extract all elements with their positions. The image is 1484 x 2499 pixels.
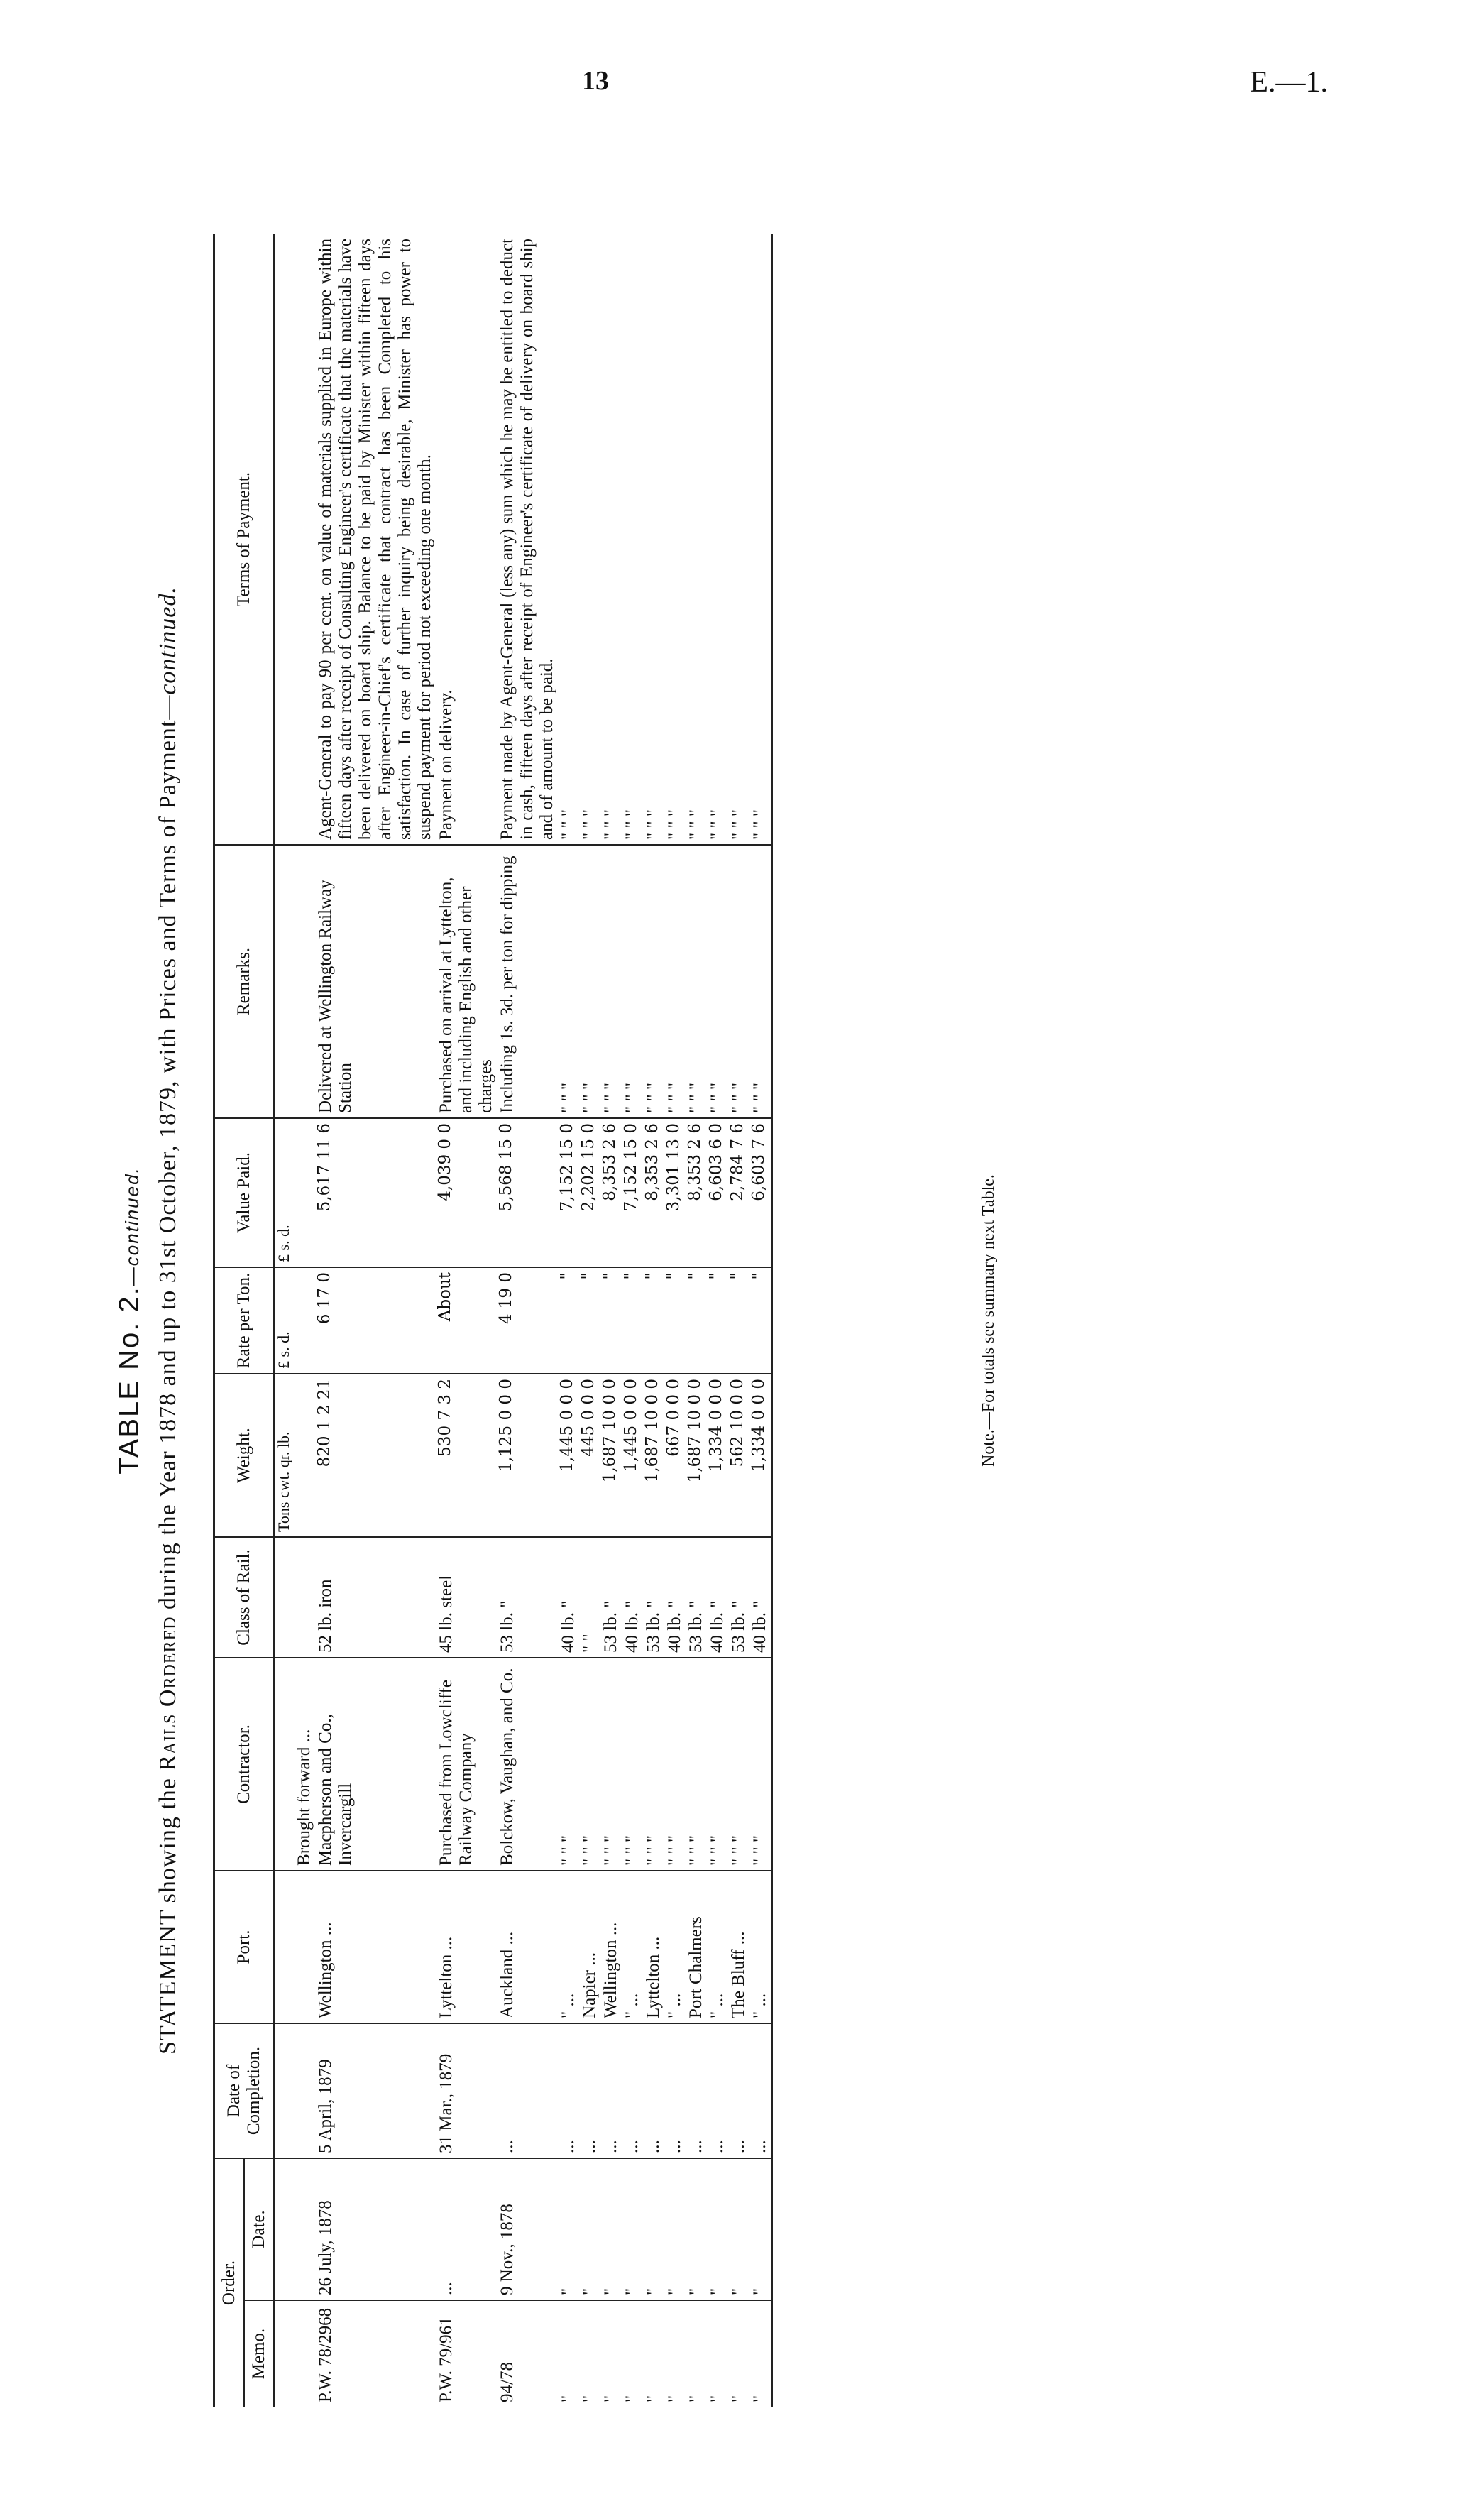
cell-port: Lyttelton ... [643, 1871, 664, 2023]
statement-rest: during the Year 1878 and up to 31st October, 1879, with Prices and Terms of Payment— [155, 694, 181, 1610]
header-date: Date. [244, 2158, 274, 2300]
cell-completion: ... [622, 2023, 643, 2158]
cell-weight: 1,334 0 0 0 [749, 1374, 772, 1537]
cell-class: " " [579, 1537, 600, 1658]
cell-date: 26 July, 1878 [315, 2158, 436, 2300]
cell-contractor: " " " [579, 1658, 600, 1871]
cell-class: 53 lb. " [497, 1537, 558, 1658]
cell-rate: 4 19 0 [497, 1267, 558, 1374]
cell-remarks [294, 845, 315, 1118]
cell-completion: ... [600, 2023, 622, 2158]
cell-rate: " [686, 1267, 707, 1374]
cell-completion [294, 2023, 315, 2158]
cell-class: 40 lb. " [558, 1537, 579, 1658]
cell-class: 40 lb. " [707, 1537, 728, 1658]
rate-units: £ s. d. [274, 1267, 294, 1374]
cell-class: 53 lb. " [643, 1537, 664, 1658]
cell-weight: 445 0 0 0 [579, 1374, 600, 1537]
cell-value: 4,039 0 0 [436, 1118, 497, 1267]
table-row [749, 234, 772, 2407]
cell-weight: 1,687 10 0 0 [686, 1374, 707, 1537]
cell-value: 8,353 2 6 [600, 1118, 622, 1267]
cell-terms [294, 234, 315, 845]
header-port: Port. [214, 1871, 275, 2023]
cell-weight [294, 1374, 315, 1537]
cell-weight: 1,687 10 0 0 [643, 1374, 664, 1537]
cell-contractor: Macpherson and Co., Invercargill [315, 1658, 436, 1871]
cell-class: 40 lb. " [749, 1537, 772, 1658]
cell-rate: " [622, 1267, 643, 1374]
cell-port: Port Chalmers [686, 1871, 707, 2023]
cell-class: 40 lb. " [664, 1537, 686, 1658]
cell-completion: 5 April, 1879 [315, 2023, 436, 2158]
table-row [294, 234, 315, 2407]
table-row [497, 234, 558, 2407]
cell-memo: P.W. 79/961 [436, 2317, 456, 2402]
cell-weight: 562 10 0 0 [728, 1374, 749, 1537]
cell-terms: Payment made by Agent-General (less any) sum which he may be entitled to deduct in cash, fifteen days after receipt of Engineer's certificate of delivery on board ship and of amount to be paid. [497, 234, 558, 845]
cell-rate: " [558, 1267, 579, 1374]
cell-completion: ... [749, 2023, 772, 2158]
cell-remarks: Delivered at Wellington Railway Station [315, 845, 436, 1118]
cell-terms: " " " [622, 234, 643, 845]
cell-class [294, 1537, 315, 1658]
cell-contractor: " " " [643, 1658, 664, 1871]
cell-date: " [686, 2158, 707, 2300]
cell-date: " [728, 2158, 749, 2300]
header-terms: Terms of Payment. [214, 234, 275, 845]
weight-units: Tons cwt. qr. lb. [274, 1374, 294, 1537]
table-row [728, 234, 749, 2407]
cell-remarks: " " " [558, 845, 579, 1118]
cell-remarks: " " " [749, 845, 772, 1118]
cell-completion: ... [707, 2023, 728, 2158]
cell-remarks: Including 1s. 3d. per ton for dipping [497, 845, 558, 1118]
rotated-table-sheet [114, 234, 1015, 2407]
cell-weight: 667 0 0 0 [664, 1374, 686, 1537]
cell-terms: " " " [643, 234, 664, 845]
cell-memo: " [664, 2395, 684, 2402]
cell-remarks: " " " [664, 845, 686, 1118]
cell-weight: 1,125 0 0 0 [497, 1374, 558, 1537]
cell-memo: P.W. 78/2968 [315, 2307, 335, 2402]
cell-remarks: " " " [622, 845, 643, 1118]
cell-contractor: " " " [664, 1658, 686, 1871]
cell-rate: 6 17 0 [315, 1267, 436, 1374]
cell-remarks: " " " [600, 845, 622, 1118]
cell-value: 8,353 2 6 [686, 1118, 707, 1267]
cell-date: 9 Nov., 1878 [497, 2158, 558, 2300]
cell-completion: 31 Mar., 1879 [436, 2023, 497, 2158]
cell-terms: " " " [600, 234, 622, 845]
units-row [274, 234, 294, 2407]
header-rate: Rate per Ton. [214, 1267, 275, 1374]
cell-memo: 94/78 [497, 2362, 517, 2402]
cell-remarks: " " " [728, 845, 749, 1118]
cell-class: 53 lb. " [600, 1537, 622, 1658]
cell-rate: " [728, 1267, 749, 1374]
statement-showing: showing the [155, 1778, 181, 1903]
table-row [664, 234, 686, 2407]
cell-terms: Agent-General to pay 90 per cent. on value of materials supplied in Europe within fifteen days after receipt of Consulting Engineer's certificate that the materials have been delivered on board ship. Balance to be paid by Minister within fifteen days after Engineer-in-Chief's certificate that contract has been Completed to his satisfaction. In case of further inquiry being desirable, Minister has power to suspend payment for period not exceeding one month. [315, 234, 436, 845]
cell-date: " [707, 2158, 728, 2300]
header-class: Class of Rail. [214, 1537, 275, 1658]
cell-memo: " [728, 2395, 748, 2402]
cell-value: 7,152 15 0 [622, 1118, 643, 1267]
cell-port: " ... [558, 1871, 579, 2023]
cell-port: Lyttelton ... [436, 1871, 497, 2023]
cell-date: " [600, 2158, 622, 2300]
cell-date: ... [436, 2158, 497, 2300]
cell-memo: " [749, 2300, 772, 2407]
cell-class: 53 lb. " [686, 1537, 707, 1658]
cell-contractor: " " " [558, 1658, 579, 1871]
cell-value: 2,784 7 6 [728, 1118, 749, 1267]
cell-port: " ... [664, 1871, 686, 2023]
value-units: £ s. d. [274, 1118, 294, 1267]
cell-port: " ... [622, 1871, 643, 2023]
cell-contractor: " " " [622, 1658, 643, 1871]
cell-memo: " [686, 2395, 705, 2402]
cell-memo: " [600, 2395, 620, 2402]
statement-continued: continued. [155, 586, 181, 695]
cell-weight: 530 7 3 2 [436, 1374, 497, 1537]
cell-class: 53 lb. " [728, 1537, 749, 1658]
header-order: Order. [214, 2158, 245, 2407]
cell-class: 40 lb. " [622, 1537, 643, 1658]
cell-rate: About [436, 1267, 497, 1374]
cell-terms: " " " [558, 234, 579, 845]
header-contractor: Contractor. [214, 1658, 275, 1871]
table-note: Note.—For totals see summary next Table. [979, 1174, 998, 1467]
cell-contractor: " " " [749, 1658, 772, 1871]
cell-rate: " [664, 1267, 686, 1374]
table-row [600, 234, 622, 2407]
cell-contractor: Brought forward ... [294, 1658, 315, 1871]
cell-remarks: " " " [686, 845, 707, 1118]
table-row [707, 234, 728, 2407]
cell-weight: 1,334 0 0 0 [707, 1374, 728, 1537]
cell-date: " [749, 2158, 772, 2300]
cell-weight: 820 1 2 21 [315, 1374, 436, 1537]
cell-completion: ... [686, 2023, 707, 2158]
table-row [558, 234, 579, 2407]
cell-completion: ... [664, 2023, 686, 2158]
header-memo: Memo. [244, 2300, 274, 2407]
cell-value: 2,202 15 0 [579, 1118, 600, 1267]
cell-remarks: Purchased on arrival at Lyttelton, and including English and other charges [436, 845, 497, 1118]
cell-weight: 1,445 0 0 0 [622, 1374, 643, 1537]
cell-memo: " [579, 2395, 599, 2402]
cell-memo [294, 2300, 315, 2407]
cell-date: " [558, 2158, 579, 2300]
table-title [114, 234, 145, 2407]
cell-contractor: " " " [686, 1658, 707, 1871]
cell-remarks: " " " [707, 845, 728, 1118]
cell-weight: 1,687 10 0 0 [600, 1374, 622, 1537]
table-row [436, 234, 497, 2407]
cell-port [294, 1871, 315, 2023]
cell-weight: 1,445 0 0 0 [558, 1374, 579, 1537]
cell-completion: ... [728, 2023, 749, 2158]
cell-class: 45 lb. steel [436, 1537, 497, 1658]
cell-rate: " [707, 1267, 728, 1374]
cell-class: 52 lb. iron [315, 1537, 436, 1658]
table-row [622, 234, 643, 2407]
cell-completion: ... [558, 2023, 579, 2158]
table-row [315, 234, 436, 2407]
cell-port: Wellington ... [315, 1871, 436, 2023]
cell-terms: " " " [749, 234, 772, 845]
cell-remarks: " " " [643, 845, 664, 1118]
cell-rate: " [749, 1267, 772, 1374]
cell-completion: ... [643, 2023, 664, 2158]
table-row [643, 234, 664, 2407]
cell-terms: " " " [707, 234, 728, 845]
cell-date [294, 2158, 315, 2300]
cell-rate [294, 1267, 315, 1374]
cell-date: " [643, 2158, 664, 2300]
cell-rate: " [579, 1267, 600, 1374]
cell-port: " ... [749, 1871, 772, 2023]
cell-port: The Bluff ... [728, 1871, 749, 2023]
cell-contractor: Purchased from Lowcliffe Railway Company [436, 1658, 497, 1871]
cell-contractor: " " " [600, 1658, 622, 1871]
cell-rate: " [600, 1267, 622, 1374]
cell-memo: " [707, 2395, 727, 2402]
cell-value: 5,568 15 0 [497, 1118, 558, 1267]
cell-completion: ... [579, 2023, 600, 2158]
cell-memo: " [643, 2395, 663, 2402]
table-row [579, 234, 600, 2407]
cell-port: Wellington ... [600, 1871, 622, 2023]
header-completion: Date of Completion. [214, 2023, 275, 2158]
cell-remarks: " " " [579, 845, 600, 1118]
page-number: 13 [582, 66, 609, 96]
cell-terms: " " " [579, 234, 600, 845]
cell-port: Auckland ... [497, 1871, 558, 2023]
cell-contractor: " " " [728, 1658, 749, 1871]
cell-terms: " " " [664, 234, 686, 845]
cell-date: " [622, 2158, 643, 2300]
cell-rate: " [643, 1267, 664, 1374]
table-title-continued: —continued. [121, 1166, 143, 1286]
cell-date: " [579, 2158, 600, 2300]
cell-value: 5,617 11 6 [315, 1118, 436, 1267]
cell-value: 6,603 6 0 [707, 1118, 728, 1267]
cell-terms: " " " [728, 234, 749, 845]
cell-value: 8,353 2 6 [643, 1118, 664, 1267]
cell-memo: " [622, 2395, 642, 2402]
cell-memo: " [558, 2395, 578, 2402]
cell-port: Napier ... [579, 1871, 600, 2023]
cell-value [294, 1118, 315, 1267]
cell-terms: " " " [686, 234, 707, 845]
cell-contractor: " " " [707, 1658, 728, 1871]
table-row [686, 234, 707, 2407]
page-code: E.—1. [1250, 66, 1328, 99]
cell-value: 3,301 13 0 [664, 1118, 686, 1267]
table-body [274, 234, 771, 2407]
cell-completion: ... [497, 2023, 558, 2158]
header-value: Value Paid. [214, 1118, 275, 1267]
statement-lead: STATEMENT [155, 1909, 181, 2055]
statement-rails-ordered: Rails Ordered [155, 1616, 181, 1771]
cell-value: 7,152 15 0 [558, 1118, 579, 1267]
cell-contractor: Bolckow, Vaughan, and Co. [497, 1658, 558, 1871]
cell-date: " [664, 2158, 686, 2300]
cell-value: 6,603 7 6 [749, 1118, 772, 1267]
statement-caption [155, 234, 182, 2407]
header-remarks: Remarks. [214, 845, 275, 1118]
header-weight: Weight. [214, 1374, 275, 1537]
cell-terms: Payment on delivery. [436, 234, 497, 845]
rails-table [213, 234, 773, 2407]
table-title-text: TABLE No. 2. [114, 1286, 145, 1475]
cell-port: " ... [707, 1871, 728, 2023]
